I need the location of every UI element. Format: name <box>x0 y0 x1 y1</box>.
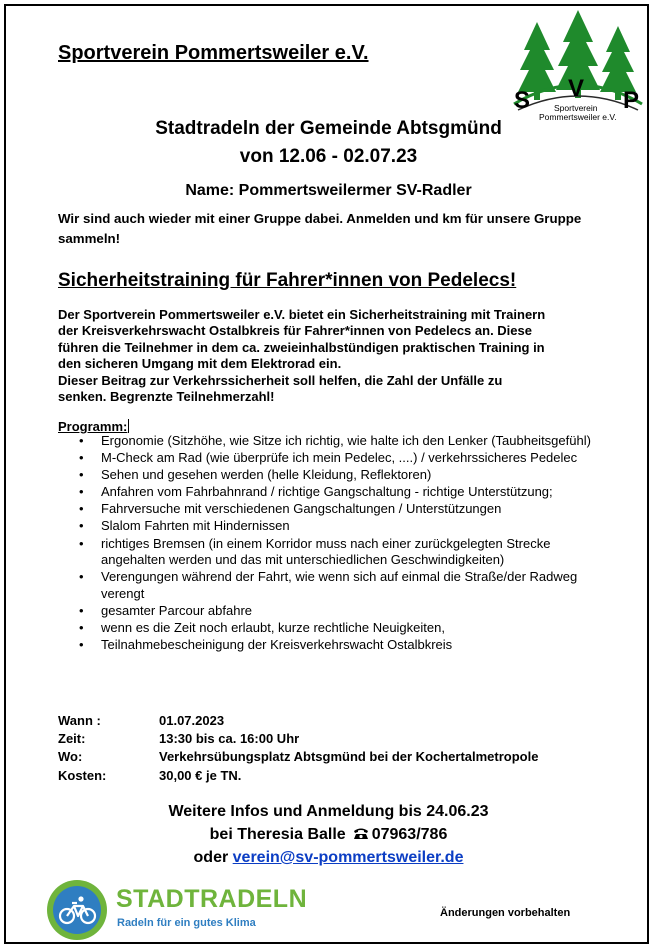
program-title <box>58 419 129 434</box>
changes-notice: Änderungen vorbehalten <box>440 907 571 919</box>
program-item: • gesamter Parcour abfahre <box>58 603 618 620</box>
desc-line: den sicheren Umgang mit dem Elektrorad ein. <box>58 356 342 372</box>
desc-line: Dieser Beitrag zur Verkehrssicherheit soll helfen, die Zahl der Unfälle zu <box>58 372 503 388</box>
where-label: Wo: <box>58 749 83 765</box>
desc-line: der Kreisverkehrswacht Ostalbkreis für Fahrer*innen von Pedelecs an. Diese <box>58 323 532 339</box>
logo-letter-s: S <box>514 87 531 114</box>
stadtradeln-subtitle: Radeln für ein gutes Klima <box>117 917 256 929</box>
stadtradeln-title: STADTRADELN <box>116 885 308 913</box>
program-title-text: Programm: <box>58 419 128 434</box>
program-item: • Verengungen während der Fahrt, wie wenn sich auf einmal die Straße/der Radweg verengt <box>58 569 618 602</box>
intro-text: Wir sind auch wieder mit einer Gruppe dabei. Anmelden und km für unsere Gruppe sammeln! <box>58 211 582 246</box>
logo-caption-line2: Pommertsweiler e.V. <box>539 112 617 122</box>
event-details <box>58 712 538 785</box>
program-item: • Sehen und gesehen werden (helle Kleidung, Reflektoren) <box>58 467 618 484</box>
phone-number: 07963/786 <box>371 826 448 843</box>
contact-line <box>0 826 657 844</box>
details-row-when <box>58 712 538 730</box>
program-item: • Ergonomie (Sitzhöhe, wie Sitze ich richtig, wie halte ich den Lenker (Taubheitsgefühl) <box>58 433 618 450</box>
svp-logo-graphic <box>510 8 645 126</box>
team-name: Name: Pommertsweilermer SV-Radler <box>185 182 472 199</box>
program-item: • Slalom Fahrten mit Hindernissen <box>58 518 618 535</box>
text-cursor <box>128 419 129 433</box>
telephone-icon <box>352 826 370 840</box>
program-item: • wenn es die Zeit noch erlaubt, kurze rechtliche Neuigkeiten, <box>58 620 618 637</box>
program-item: • Anfahren vom Fahrbahnrand / richtige Gangschaltung - richtige Unterstützung; <box>58 484 618 501</box>
desc-line: führen die Teilnehmer in dem ca. zweieinhalbstündigen praktischen Training in <box>58 339 545 355</box>
event-dates: von 12.06 - 02.07.23 <box>239 146 418 167</box>
desc-line: Der Sportverein Pommertsweiler e.V. bietet ein Sicherheitstraining mit Trainern <box>58 307 546 322</box>
club-name: Sportverein Pommertsweiler e.V. <box>58 42 369 64</box>
stadtradeln-badge <box>46 879 108 941</box>
event-title: Stadtradeln der Gemeinde Abtsgmünd <box>155 118 502 139</box>
time-value: 13:30 bis ca. 16:00 Uhr <box>159 731 300 747</box>
club-logo <box>510 8 645 126</box>
when-label: Wann : <box>58 713 101 728</box>
logo-caption-line1: Sportverein <box>554 103 598 113</box>
desc-line: senken. Begrenzte Teilnehmerzahl! <box>58 389 275 405</box>
program-item: • M-Check am Rad (wie überprüfe ich mein Pedelec, ....) / verkehrssicheres Pedelec <box>58 450 618 467</box>
cost-value: 30,00 € je TN. <box>159 767 242 783</box>
details-row-cost <box>58 767 538 785</box>
logo-letter-v: V <box>568 75 585 102</box>
program-item: • Teilnahmebescheinigung der Kreisverkehrswacht Ostalbkreis <box>58 637 618 654</box>
cost-label: Kosten: <box>58 767 107 783</box>
email-prefix: oder <box>193 849 229 866</box>
training-description <box>58 307 618 405</box>
logo-letter-p: P <box>623 87 640 114</box>
when-value: 01.07.2023 <box>159 713 225 728</box>
email-link[interactable]: verein@sv-pommertsweiler.de <box>232 849 464 866</box>
training-headline: Sicherheitstraining für Fahrer*innen von Pedelecs! <box>58 270 517 291</box>
info-deadline: Weitere Infos und Anmeldung bis 24.06.23 <box>168 803 489 820</box>
program-item: • Fahrversuche mit verschiedenen Gangschaltungen / Unterstützungen <box>58 501 618 518</box>
email-line <box>0 849 657 867</box>
program-item: • richtiges Bremsen (in einem Korridor muss nach einer zurückgelegten Strecke angehalten werden und das mit unterschiedlichen Geschwindigkeiten) <box>58 536 618 569</box>
program-list <box>58 433 618 654</box>
details-row-where <box>58 748 538 766</box>
where-value: Verkehrsübungsplatz Abtsgmünd bei der Kochertalmetropole <box>159 749 539 765</box>
bicycle-icon <box>46 879 108 941</box>
time-label: Zeit: <box>58 731 86 747</box>
contact-name: bei Theresia Balle <box>209 826 346 843</box>
details-row-time <box>58 730 538 748</box>
